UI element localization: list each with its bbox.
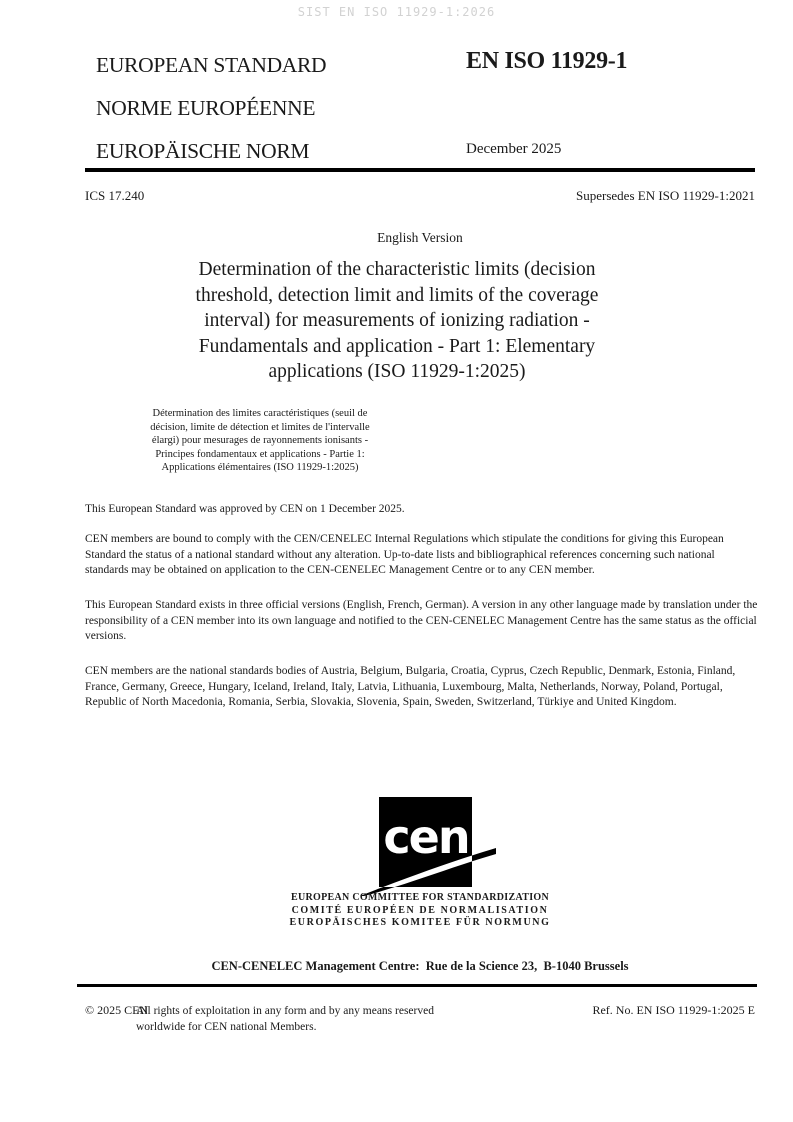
title-line: Fundamentals and application - Part 1: Elementary (198, 335, 596, 357)
publication-date: December 2025 (466, 141, 562, 157)
committee-names (85, 892, 755, 930)
title-fr-line: Détermination des limites caractéristiques (seuil de (152, 408, 368, 419)
title-line: Determination of the characteristic limits (decision (198, 259, 596, 280)
title-fr-line: élargi) pour mesurages de rayonnements ionisants - (151, 435, 369, 446)
title-fr-line: Applications élémentaires (ISO 11929-1:2025) (161, 462, 359, 473)
cen-logo-text: cen (383, 810, 469, 864)
title-french (95, 407, 425, 475)
header-rule (85, 168, 755, 172)
copyright-notice: © 2025 CEN (85, 1003, 149, 1017)
footer-rule (77, 984, 757, 987)
header-title-en: EUROPEAN STANDARD (96, 53, 327, 77)
cen-logo (358, 796, 498, 896)
header-title-fr: NORME EUROPÉENNE (96, 96, 316, 120)
title-fr-line: Principes fondamentaux et applications - Partie 1: (155, 448, 365, 460)
main-title-english (62, 257, 732, 385)
versions-paragraph: This European Standard exists in three official versions (English, French, German). A version in any other language made by translation under the responsibility of a CEN member into its own language and notified to the CEN-CENELEC Management Centre has the same status as the official versions. (85, 599, 758, 642)
committee-line-en: EUROPEAN COMMITTEE FOR STANDARDIZATION (291, 892, 549, 903)
management-centre-address: CEN-CENELEC Management Centre: Rue de la Science 23, B-1040 Brussels (211, 959, 629, 973)
rights-line: worldwide for CEN national Members. (136, 1021, 317, 1033)
title-line: applications (ISO 11929-1:2025) (268, 361, 526, 382)
members-paragraph: CEN members are the national standards bodies of Austria, Belgium, Bulgaria, Croatia, Cyprus, Czech Republic, Denmark, Estonia, Finland, France, Germany, Greece, Hungary, Iceland, Ireland, Italy, Latvia, Lithuania, Luxembourg, Malta, Netherlands, Norway, Poland, Portugal, Republic of North Macedonia, Romania, Serbia, Slovakia, Slovenia, Spain, Sweden, Switzerland, Türkiye and United Kingdom. (85, 665, 736, 708)
supersedes-note: Supersedes EN ISO 11929-1:2021 (576, 188, 755, 203)
header-title-de: EUROPÄISCHE NORM (96, 139, 310, 163)
approval-paragraph: This European Standard was approved by CEN on 1 December 2025. (85, 503, 405, 515)
title-fr-line: décision, limite de détection et limites de l'intervalle (150, 421, 370, 433)
title-line: threshold, detection limit and limits of the coverage (195, 284, 599, 306)
ics-code: ICS 17.240 (85, 188, 145, 203)
sist-watermark: SIST EN ISO 11929-1:2026 (297, 5, 496, 19)
reference-number: Ref. No. EN ISO 11929-1:2025 E (592, 1003, 755, 1017)
standard-number: EN ISO 11929-1 (466, 48, 628, 74)
title-line: interval) for measurements of ionizing radiation - (204, 310, 590, 331)
rights-line: All rights of exploitation in any form and by any means reserved (136, 1005, 434, 1017)
version-label: English Version (377, 230, 463, 245)
rights-statement (136, 1003, 466, 1035)
committee-line-de: EUROPÄISCHES KOMITEE FÜR NORMUNG (289, 917, 551, 928)
regulations-paragraph: CEN members are bound to comply with the CEN/CENELEC Internal Regulations which stipulate the conditions for giving this European Standard the status of a national standard without any alteration. Up-to-date lists and bibliographical references concerning such national standards may be obtained on application to the CEN-CENELEC Management Centre or to any CEN member. (85, 533, 724, 576)
committee-line-fr: COMITÉ EUROPÉEN DE NORMALISATION (291, 904, 549, 916)
